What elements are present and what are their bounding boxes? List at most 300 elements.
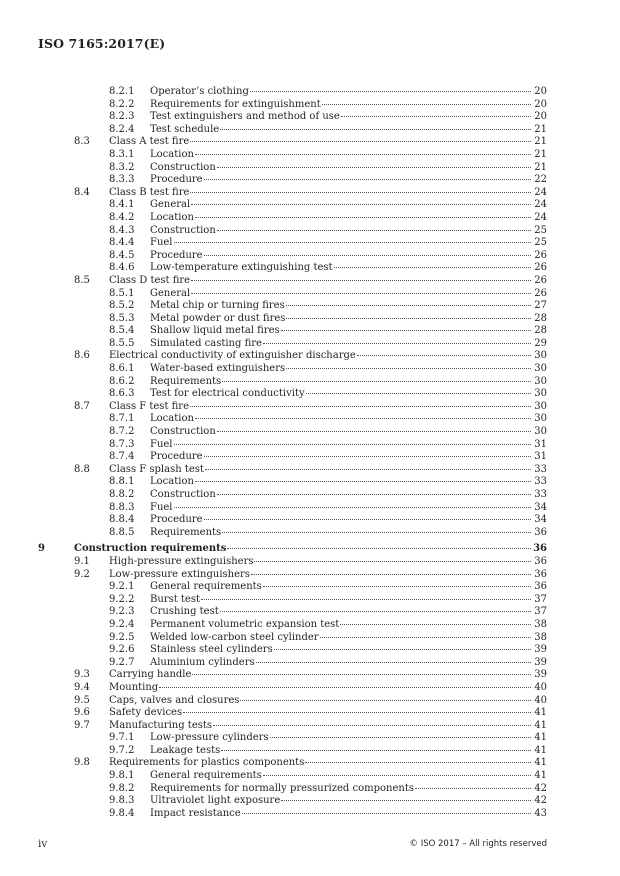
toc-entry-number: 8.4.2 (109, 211, 135, 223)
toc-entry-title-line (150, 476, 532, 489)
page-number: iv (38, 838, 48, 850)
toc-entry-title-line (109, 569, 532, 582)
dot-leader (159, 687, 531, 688)
toc-entry-title: Fuel (150, 438, 173, 450)
toc-entry-title-line (150, 632, 532, 645)
toc-entry-title: Class F test fire (109, 400, 190, 412)
toc-entry-page: 36 (534, 526, 547, 538)
toc-entry-title-line (150, 149, 532, 162)
toc-entry[interactable] (0, 720, 620, 733)
toc-entry[interactable] (0, 808, 620, 821)
dot-leader (174, 444, 532, 445)
toc-entry[interactable] (0, 162, 620, 175)
toc-entry[interactable] (0, 707, 620, 720)
toc-entry-page: 30 (534, 400, 547, 412)
toc-entry-title-line (150, 363, 532, 376)
toc-entry-title-line (150, 376, 532, 389)
toc-entry-title: Procedure (150, 174, 203, 186)
toc-entry-title-line (150, 451, 532, 464)
toc-entry-title-line (150, 732, 532, 745)
toc-entry-title: Requirements (150, 526, 222, 538)
toc-entry-page: 26 (534, 262, 547, 274)
toc-entry-number: 8.2.4 (109, 123, 135, 135)
toc-entry-title: Construction (150, 161, 216, 173)
toc-entry-number: 9.2.5 (109, 631, 135, 643)
toc-entry-number: 9.1 (74, 555, 90, 567)
toc-entry-page: 30 (534, 388, 547, 400)
toc-entry-title: Welded low-carbon steel cylinder (150, 631, 319, 643)
toc-entry-title-line (109, 682, 532, 695)
toc-entry-number: 8.6.1 (109, 363, 135, 375)
toc-entry-title: High-pressure extinguishers (109, 555, 254, 567)
toc-entry-title-line (150, 388, 532, 401)
toc-entry[interactable] (0, 451, 620, 464)
dot-leader (191, 204, 531, 205)
dot-leader (322, 104, 531, 105)
toc-entry[interactable] (0, 413, 620, 426)
toc-entry-number: 9.2.3 (109, 606, 135, 618)
toc-entry-page: 30 (534, 413, 547, 425)
toc-entry-page: 41 (534, 707, 547, 719)
toc-entry-number: 8.7 (74, 400, 90, 412)
toc-entry-number: 8.2.3 (109, 111, 135, 123)
toc-entry-title-line (150, 594, 532, 607)
toc-entry-title: Construction requirements (74, 543, 227, 555)
toc-entry-number: 8.4.1 (109, 199, 135, 211)
toc-entry-title: Carrying handle (109, 669, 192, 681)
toc-entry-page: 42 (534, 782, 547, 794)
toc-entry[interactable] (0, 363, 620, 376)
dot-leader (281, 800, 531, 801)
toc-entry[interactable] (0, 338, 620, 351)
toc-entry[interactable] (0, 606, 620, 619)
dot-leader (204, 255, 531, 256)
toc-entry[interactable] (0, 770, 620, 783)
toc-entry-title: Water-based extinguishers (150, 363, 286, 375)
toc-entry-title: General requirements (150, 581, 262, 593)
toc-entry-title-line (150, 338, 532, 351)
toc-entry-number: 8.6.3 (109, 388, 135, 400)
toc-entry-page: 21 (534, 123, 547, 135)
toc-entry-page: 38 (534, 631, 547, 643)
toc-entry[interactable] (0, 237, 620, 250)
toc-entry-title: Burst test (150, 593, 200, 605)
dot-leader (256, 662, 531, 663)
toc-entry-page: 26 (534, 274, 547, 286)
toc-entry-page: 39 (534, 644, 547, 656)
toc-entry-page: 25 (534, 224, 547, 236)
toc-entry-number: 8.2.2 (109, 98, 135, 110)
dot-leader (222, 532, 531, 533)
toc-entry-title-line (150, 644, 532, 657)
toc-entry[interactable] (0, 439, 620, 452)
dot-leader (217, 431, 531, 432)
toc-entry-title-line (109, 350, 532, 363)
dot-leader (174, 242, 532, 243)
toc-entry-number: 9.8.4 (109, 807, 135, 819)
dot-leader (286, 368, 531, 369)
toc-entry-page: 22 (534, 174, 547, 186)
toc-entry-title-line (109, 707, 532, 720)
toc-entry[interactable] (0, 757, 620, 770)
table-of-contents (0, 86, 620, 820)
toc-entry-title-line (109, 556, 532, 569)
dot-leader (250, 91, 531, 92)
toc-entry-title-line (150, 783, 532, 796)
dot-leader (174, 507, 532, 508)
toc-entry-title: Procedure (150, 249, 203, 261)
toc-entry-number: 8.3.1 (109, 148, 135, 160)
toc-entry-number: 8.7.2 (109, 426, 135, 438)
toc-entry-title: Construction (150, 426, 216, 438)
toc-entry[interactable] (0, 594, 620, 607)
dot-leader (357, 355, 531, 356)
toc-entry-title-line (150, 237, 532, 250)
dot-leader (205, 469, 531, 470)
toc-entry-title: Test for electrical conductivity (150, 388, 305, 400)
toc-entry-number: 8.8.2 (109, 489, 135, 500)
toc-entry[interactable] (0, 174, 620, 187)
toc-entry-page: 26 (534, 249, 547, 261)
toc-entry[interactable] (0, 350, 620, 363)
toc-entry-title-line (150, 489, 532, 502)
toc-entry-number: 8.3 (74, 136, 90, 148)
toc-entry-title-line (150, 313, 532, 326)
toc-entry-page: 43 (534, 807, 547, 819)
toc-entry[interactable] (0, 136, 620, 149)
toc-entry-page: 38 (534, 618, 547, 630)
toc-entry-number: 8.3.3 (109, 174, 135, 186)
toc-entry-number: 9.2 (74, 568, 90, 580)
toc-entry-title: Procedure (150, 514, 203, 526)
toc-entry-number: 8.8.5 (109, 526, 135, 538)
toc-entry-number: 8.4.5 (109, 249, 135, 261)
toc-entry-title: Permanent volumetric expansion test (150, 618, 340, 630)
toc-entry-title-line (150, 581, 532, 594)
toc-entry-number: 8.7.1 (109, 413, 135, 425)
toc-entry-title-line (150, 745, 532, 758)
toc-entry-number: 9.8.1 (109, 770, 135, 782)
toc-entry[interactable] (0, 783, 620, 796)
toc-entry-number: 9.8 (74, 757, 90, 769)
toc-entry-title: Low-pressure extinguishers (109, 568, 250, 580)
dot-leader (263, 343, 531, 344)
dot-leader (320, 637, 531, 638)
dot-leader (217, 167, 531, 168)
toc-entry[interactable] (0, 695, 620, 708)
toc-entry[interactable] (0, 325, 620, 338)
toc-entry-number: 9.2.7 (109, 656, 135, 668)
toc-entry-page: 34 (534, 514, 547, 526)
toc-entry-page: 41 (534, 732, 547, 744)
dot-leader (227, 548, 531, 549)
toc-entry-title: Test extinguishers and method of use (150, 111, 340, 123)
dot-leader (204, 179, 531, 180)
toc-entry-title: Class D test fire (109, 274, 191, 286)
toc-entry-page: 36 (533, 543, 547, 555)
toc-entry-title-line (150, 619, 532, 632)
toc-entry-title-line (109, 757, 532, 770)
toc-entry-number: 8.5.5 (109, 337, 135, 349)
dot-leader (221, 750, 531, 751)
toc-entry-title-line (74, 543, 532, 556)
toc-entry[interactable] (0, 124, 620, 137)
toc-entry[interactable] (0, 225, 620, 238)
toc-entry-title-line (109, 187, 532, 200)
toc-entry-number: 9.2.6 (109, 644, 135, 656)
toc-entry-title-line (150, 502, 532, 515)
toc-entry-page: 20 (534, 86, 547, 97)
dot-leader (220, 611, 531, 612)
toc-entry[interactable] (0, 111, 620, 124)
toc-entry-page: 24 (534, 211, 547, 223)
toc-entry-page: 21 (534, 148, 547, 160)
toc-entry-title: Safety devices (109, 707, 183, 719)
toc-entry[interactable] (0, 313, 620, 326)
toc-entry-number: 9.5 (74, 694, 90, 706)
toc-entry-title: Stainless steel cylinders (150, 644, 273, 656)
dot-leader (190, 192, 531, 193)
toc-entry[interactable] (0, 556, 620, 569)
toc-entry-page: 30 (534, 350, 547, 362)
toc-entry[interactable] (0, 527, 620, 540)
toc-entry-number: 8.4 (74, 186, 90, 198)
toc-entry-title-line (150, 606, 532, 619)
toc-entry-page: 21 (534, 136, 547, 148)
dot-leader (251, 574, 531, 575)
toc-entry-page: 34 (534, 501, 547, 513)
toc-entry-title-line (109, 401, 532, 414)
toc-entry-page: 36 (534, 555, 547, 567)
toc-entry[interactable] (0, 262, 620, 275)
toc-entry-number: 8.3.2 (109, 161, 135, 173)
toc-entry-number: 8.8 (74, 463, 90, 475)
toc-entry-title-line (150, 174, 532, 187)
dot-leader (254, 561, 531, 562)
toc-entry-title: Fuel (150, 237, 173, 249)
toc-entry-page: 28 (534, 325, 547, 337)
dot-leader (191, 293, 531, 294)
toc-entry-title-line (150, 514, 532, 527)
toc-entry[interactable] (0, 149, 620, 162)
toc-entry-number: 9.8.2 (109, 782, 135, 794)
toc-entry-number: 9.6 (74, 707, 90, 719)
toc-entry-title: Class A test fire (109, 136, 190, 148)
dot-leader (195, 481, 531, 482)
toc-entry-title-line (150, 262, 532, 275)
dot-leader (286, 318, 531, 319)
toc-entry-page: 33 (534, 489, 547, 500)
dot-leader (334, 267, 531, 268)
toc-entry-title-line (150, 250, 532, 263)
toc-entry-title-line (150, 300, 532, 313)
toc-entry-page: 41 (534, 757, 547, 769)
toc-entry-number: 8.5.2 (109, 300, 135, 312)
toc-entry[interactable] (0, 502, 620, 515)
toc-entry-title: Class F splash test (109, 463, 204, 475)
toc-entry-page: 33 (534, 463, 547, 475)
toc-entry[interactable] (0, 250, 620, 263)
toc-entry-title: Requirements for extinguishment (150, 98, 321, 110)
toc-entry[interactable] (0, 644, 620, 657)
toc-entry-page: 27 (534, 300, 547, 312)
toc-entry[interactable] (0, 275, 620, 288)
dot-leader (217, 230, 531, 231)
toc-entry[interactable] (0, 99, 620, 112)
toc-entry[interactable] (0, 187, 620, 200)
toc-entry-title-line (150, 212, 532, 225)
toc-entry[interactable] (0, 300, 620, 313)
dot-leader (274, 649, 531, 650)
toc-entry[interactable] (0, 795, 620, 808)
toc-entry[interactable] (0, 657, 620, 670)
toc-entry-title: General requirements (150, 770, 262, 782)
toc-entry-page: 37 (534, 593, 547, 605)
toc-entry[interactable] (0, 376, 620, 389)
dot-leader (220, 129, 531, 130)
dot-leader (305, 762, 531, 763)
dot-leader (190, 406, 531, 407)
toc-entry-title-line (150, 99, 532, 112)
toc-entry-title: Construction (150, 224, 216, 236)
toc-entry-title: Operator’s clothing (150, 86, 249, 97)
toc-entry[interactable] (0, 543, 620, 556)
toc-entry-number: 9.3 (74, 669, 90, 681)
dot-leader (201, 599, 531, 600)
toc-entry-title: Aluminium cylinders (150, 656, 255, 668)
toc-entry-number: 9.8.3 (109, 795, 135, 807)
dot-leader (195, 217, 531, 218)
toc-entry[interactable] (0, 669, 620, 682)
toc-entry-number: 8.5.3 (109, 312, 135, 324)
toc-entry[interactable] (0, 212, 620, 225)
toc-entry-page: 41 (534, 770, 547, 782)
toc-entry-page: 37 (534, 606, 547, 618)
dot-leader (340, 624, 531, 625)
toc-entry[interactable] (0, 288, 620, 301)
dot-leader (263, 775, 531, 776)
toc-entry[interactable] (0, 732, 620, 745)
toc-entry-number: 9.2.2 (109, 593, 135, 605)
toc-entry-title-line (109, 720, 532, 733)
toc-entry-page: 25 (534, 237, 547, 249)
toc-entry-title: Crushing test (150, 606, 219, 618)
dot-leader (204, 519, 531, 520)
toc-entry-title-line (150, 111, 532, 124)
dot-leader (415, 788, 531, 789)
toc-entry-page: 33 (534, 476, 547, 488)
toc-entry-title: Construction (150, 489, 216, 500)
toc-entry-number: 8.5.1 (109, 287, 135, 299)
toc-entry-title: Leakage tests (150, 744, 221, 756)
toc-entry-page: 39 (534, 656, 547, 668)
toc-entry-title: Metal chip or turning fires (150, 300, 285, 312)
toc-entry-title: Shallow liquid metal fires (150, 325, 280, 337)
toc-entry-title-line (109, 136, 532, 149)
toc-entry-page: 26 (534, 287, 547, 299)
toc-entry-title-line (109, 669, 532, 682)
document-id: ISO 7165:2017(E) (38, 36, 166, 51)
toc-entry[interactable] (0, 401, 620, 414)
toc-entry-title: Low-pressure cylinders (150, 732, 269, 744)
dot-leader (213, 725, 531, 726)
toc-entry[interactable] (0, 489, 620, 502)
toc-entry-number: 8.5.4 (109, 325, 135, 337)
toc-entry-number: 8.8.4 (109, 514, 135, 526)
toc-entry-number: 9.7.2 (109, 744, 135, 756)
toc-entry-page: 30 (534, 426, 547, 438)
toc-entry-title-line (150, 413, 532, 426)
toc-entry-title: Low-temperature extinguishing test (150, 262, 333, 274)
toc-entry[interactable] (0, 682, 620, 695)
toc-entry[interactable] (0, 745, 620, 758)
toc-entry-title: Simulated casting fire (150, 337, 262, 349)
dot-leader (240, 700, 531, 701)
toc-entry-title: Location (150, 211, 194, 223)
toc-entry-title-line (150, 325, 532, 338)
toc-entry-title-line (150, 162, 532, 175)
toc-entry[interactable] (0, 86, 620, 99)
toc-entry-page: 41 (534, 744, 547, 756)
dot-leader (190, 141, 531, 142)
dot-leader (263, 586, 531, 587)
toc-entry-title-line (150, 199, 532, 212)
toc-entry-title: Requirements for normally pressurized components (150, 782, 414, 794)
toc-entry-title-line (150, 124, 532, 137)
toc-entry-title-line (109, 275, 532, 288)
toc-entry[interactable] (0, 388, 620, 401)
toc-entry-title: Location (150, 476, 194, 488)
toc-entry-title: Fuel (150, 501, 173, 513)
toc-entry-number: 8.7.3 (109, 438, 135, 450)
dot-leader (204, 456, 531, 457)
toc-entry[interactable] (0, 632, 620, 645)
toc-entry-page: 20 (534, 98, 547, 110)
toc-entry-page: 41 (534, 719, 547, 731)
toc-entry-number: 8.4.6 (109, 262, 135, 274)
toc-entry-title: General (150, 199, 191, 211)
toc-entry[interactable] (0, 514, 620, 527)
toc-entry-title: Impact resistance (150, 807, 241, 819)
toc-entry[interactable] (0, 426, 620, 439)
toc-entry-title: Requirements for plastics components (109, 757, 305, 769)
toc-entry-title-line (150, 225, 532, 238)
toc-entry-title: Manufacturing tests (109, 719, 213, 731)
dot-leader (281, 330, 531, 331)
toc-entry[interactable] (0, 581, 620, 594)
toc-entry-number: 9 (38, 543, 45, 555)
toc-entry[interactable] (0, 199, 620, 212)
toc-entry[interactable] (0, 619, 620, 632)
toc-entry-title: Requirements (150, 375, 222, 387)
toc-entry-number: 8.5 (74, 274, 90, 286)
toc-entry-title: Location (150, 148, 194, 160)
toc-entry-page: 36 (534, 568, 547, 580)
toc-entry-title: Mounting (109, 681, 159, 693)
toc-entry-page: 40 (534, 681, 547, 693)
toc-entry-number: 9.7.1 (109, 732, 135, 744)
toc-entry-page: 31 (534, 438, 547, 450)
toc-entry[interactable] (0, 464, 620, 477)
toc-entry-page: 24 (534, 186, 547, 198)
toc-entry-number: 8.7.4 (109, 451, 135, 463)
dot-leader (306, 393, 531, 394)
dot-leader (195, 418, 531, 419)
toc-entry-number: 8.8.3 (109, 501, 135, 513)
dot-leader (191, 280, 531, 281)
toc-entry[interactable] (0, 476, 620, 489)
toc-entry[interactable] (0, 569, 620, 582)
